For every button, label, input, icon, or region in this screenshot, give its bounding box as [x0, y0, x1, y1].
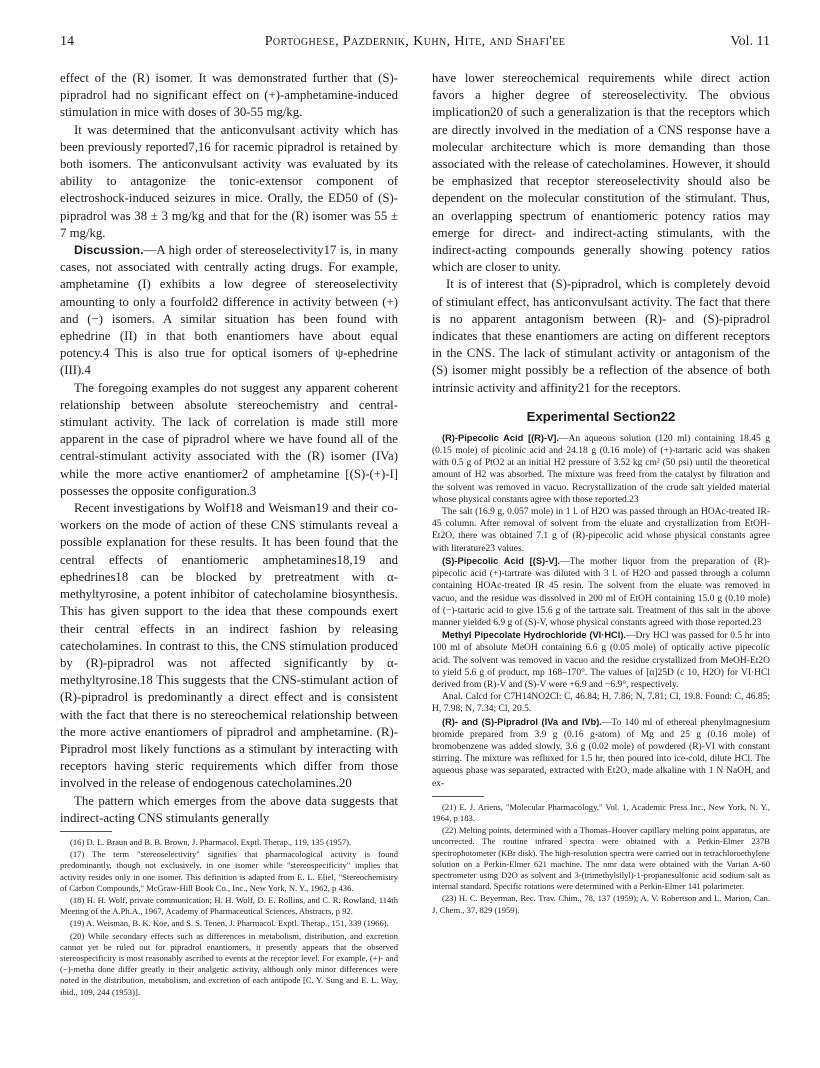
exp-pipradrol — [432, 716, 770, 790]
left-paragraph-6: The pattern which emerges from the above data suggests that indirect-acting CNS stimulants generally — [60, 793, 398, 825]
exp-s-pipecolic-text: —The mother liquor from the preparation of (R)-pipecolic acid (+)-tartrate was diluted with 3 l. of H2O and passed through a column containing HOAc-treated IR 45 resin. The solvent from the eluate was removed in vacuo, and the residue was dissolved in 200 ml of EtOH containing 15.0 g (0.10 mole) of (−)-tartaric acid to give 15.6 g of the tartrate salt. Treatment of this salt in the above manner yielded 6.9 g of (S)-V, whose physical constants agreed with those reported.23 — [432, 556, 770, 628]
discussion-paragraph — [60, 242, 398, 380]
exp-methyl-pipecolate-heading: Methyl Pipecolate Hydrochloride (VI·HCl). — [442, 630, 627, 641]
footnote-18: (18) H. H. Wolf, private communication; H. H. Wolf, D. E. Rollins, and C. R. Rowland, 114th Meeting of the A.Ph.A., 1967, Academy of Pharmaceutical Sciences, Abstracts, p 92. — [60, 894, 398, 917]
exp-pipradrol-heading: (R)- and (S)-Pipradrol (IVa and IVb). — [442, 716, 602, 727]
footnote-divider-right — [432, 796, 484, 797]
experimental-section-heading: Experimental Section22 — [526, 408, 676, 424]
exp-methyl-pipecolate-text: —Dry HCl was passed for 0.5 hr into 100 ml of absolute MeOH containing 6.6 g (0.05 mole) of optically active pipecolic acid. The solvent was removed in vacuo and the residue crystallized from MeOH-Et2O to yield 5.6 g of product, mp 168–170°. The values of [α]25D (c 10, H2O) for VI·HCl derived from (R)-V and (S)-V were +6.9 and −6.9°, respectively. — [432, 631, 771, 690]
right-paragraph-2: It is of interest that (S)-pipradrol, which is completely devoid of stimulant effect, has anticonvulsant activity. The fact that there is no apparent antagonism between (R)- and (S)-pipradrol indicates that these enantiomers are acting on different receptors in the CNS. The lack of stimulant activity or antagonism of the (S) isomer might possibly be a reflection of the absence of both intrinsic activity and affinity21 for the receptors. — [432, 277, 770, 395]
footnote-19: (19) A. Weisman, B. K. Koe, and S. S. Tenen, J. Pharmacol. Exptl. Therap., 151, 339 (1966). — [70, 918, 389, 929]
footnote-16: (16) D. L. Braun and B. B. Brown, J. Pharmacol. Exptl. Therap., 119, 135 (1957). — [70, 836, 352, 847]
right-paragraph-1: have lower stereochemical requirements while direct action favors a higher degree of stereoselectivity. The obvious implication20 of such a generalization is that the receptors which are directly involved in the mediation of a CNS response have a molecular architecture which is more demanding than those associated with the release of catecholamines. However, it should be emphasized that receptor stereoselectivity should also be dependent on the molecular constitution of the stimulant. Thus, an overlapping spectrum of enantiomeric potency ratios may emerge for direct- and indirect-acting stimulants, with the indirect-acting compounds generally showing potency ratios which are closer to unity. — [432, 71, 770, 275]
discussion-text: —A high order of stereoselectivity17 is, in many cases, not associated with centrally acting drugs. For example, amphetamine (I) exhibits a low degree of stereoselectivity amounting to only a fourfold2 difference in activity between (+) and (−) isomers. A similar situation has been found with ephedrine (II) in that both enantiomers have about equal potency.4 This is also true for optical isomers of ψ-ephedrine (III).4 — [60, 243, 398, 378]
exp-s-pipecolic-heading: (S)-Pipecolic Acid [(S)-V]. — [442, 555, 561, 566]
footnote-21: (21) E. J. Ariens, "Molecular Pharmacology," Vol. 1, Academic Press Inc., New York, N. Y., 1964, p 183. — [432, 801, 770, 823]
left-paragraph-2: It was determined that the anticonvulsant activity which has been previously reported7,16 for racemic pipradrol is retained by both isomers. The anticonvulsant activity was evaluated by its ability to antagonize the tonic-extensor component of electroshock-induced seizures in mice. Orally, the ED50 of (S)-pipradrol was 38 ± 3 mg/kg and that for the (R) isomer was 55 ± 7 mg/kg. — [60, 122, 398, 240]
footnote-17: (17) The term "stereoselectivity" signifies that pharmacological activity is found predominantly, though not exclusively, in one isomer while "stereospecificity" implies that activity resides only in one isomer. This definition is adapted from E. L. Eliel, "Stereochemistry of Carbon Compounds," McGraw-Hill Book Co., Inc., New York, N. Y., 1962, p 436. — [60, 849, 398, 893]
exp-pipradrol-text: —To 140 ml of ethereal phenylmagnesium bromide prepared from 3.9 g (0.16 g-atom) of Mg and 25 g (0.16 mole) of bromobenzene was added slowly, 3.6 g (0.02 mole) of powdered (R)-VI with constant stirring. The mixture was refluxed for 1.5 hr, then poured into ice-cold, dilute HCl. The aqueous phase was separated, extracted with Et2O, made alkaline with 1 N NaOH, and ex- — [432, 717, 770, 789]
running-header — [60, 34, 770, 54]
exp-analysis: Anal. Calcd for C7H14NO2Cl: C, 46.84; H, 7.86; N, 7.81; Cl, 19.8. Found: C, 46.85; H, 7.98; N, 7.34; Cl, 20.5. — [432, 692, 770, 715]
discussion-heading: Discussion. — [74, 243, 144, 258]
exp-salt-paragraph: The salt (16.9 g, 0.057 mole) in 1 l. of H2O was passed through an HOAc-treated IR-45 column. After removal of solvent from the eluate and crystallization from EtOH-Et2O, there was obtained 7.1 g of (R)-pipecolic acid whose physical constants agree with literature23 values. — [432, 507, 770, 554]
exp-methyl-pipecolate — [432, 629, 770, 691]
footnote-divider-left — [60, 831, 112, 832]
exp-r-pipecolic-text: —An aqueous solution (120 ml) containing 18.45 g (0.15 mole) of picolinic acid and 24.18 g (0.16 mole) of (+)-tartaric acid was shaken with 0.5 g of PtO2 at an initial H2 pressure of 3.52 kg cm² (50 psi) until the theoretical amount of H2 was absorbed. The mixture was freed from the catalyst by filtration and the solvent was removed in vacuo. Recrystallization of the crude salt yielded material whose physical constants agree with those reported.23 — [432, 433, 770, 505]
left-column — [60, 70, 398, 998]
right-column — [432, 70, 770, 916]
volume-label: Vol. 11 — [730, 34, 770, 49]
footnote-23: (23) H. C. Beyerman, Rec. Trav. Chim., 78, 137 (1959); A. V. Robertson and L. Marion, Can. J. Chem., 37, 829 (1959). — [432, 893, 770, 915]
left-paragraph-4: The foregoing examples do not suggest any apparent coherent relationship between absolute stereochemistry and central-stimulant activity. The lack of correlation is made still more apparent in the case of pipradrol where we have found all of the central-stimulant activity associated with the (R) isomer (IVa) while the more active enantiomer2 of amphetamine [(S)-(+)-I] possesses the opposite configuration.3 — [60, 380, 398, 498]
footnote-20: (20) While secondary effects such as differences in metabolism, distribution, and excretion cannot yet be ruled out for pipradrol enantiomers, it presently appears that the observed stereospecificity is most reasonably ascribed to events at the receptor level. For example, (+)- and (−)-metha done differ greatly in their analgetic activity, although only minor differences were noted in the distribution, metabolism, and excretion of each antipode [C. Y. Sung and E. L. Way, ibid., 109, 244 (1953)]. — [60, 930, 398, 997]
footnote-22: (22) Melting points, determined with a Thomas–Hoover capillary melting point apparatus, are uncorrected. The routine infrared spectra were obtained with a Perkin-Elmer 237B spectrophotometer (KBr disk). The high-resolution spectra were carried out in tetrachloroethylene solution on a Perkin-Elmer 621 machine. The nmr data were obtained with the Varian A-60 spectrometer using D2O as solvent and 3-(trimethylsilyl)-1-propanesulfonic acid sodium salt as internal standard. Specific rotations were determined with a Perkin-Elmer 141 polarimeter. — [432, 825, 770, 892]
exp-r-pipecolic-acid — [432, 432, 770, 506]
exp-s-pipecolic-acid — [432, 555, 770, 629]
left-paragraph-5: Recent investigations by Wolf18 and Weisman19 and their co-workers on the mode of action of these CNS stimulants reveal a possible explanation for these results. It has been found that the central effects of enantiomeric amphetamines18,19 and ephedrines18 can be blocked by pretreatment with α-methyltyrosine, a potent inhibitor of catecholamine biosynthesis. This has given support to the idea that these compounds exert their central effects in an indirect fashion by releasing catecholamines. In contrast to this, the CNS stimulation produced by (R)-pipradrol was not affected significantly by α-methyltyrosine.18 This suggests that the CNS-stimulant action of (R)-pipradrol is predominantly a direct effect and is consistent with the fact that there is no stereochemical relationship between the more active enantiomers of pipradrol and amphetamine. (R)-Pipradrol most likely functions as a stimulant by interacting with receptors having steric requirements which differ from those involved in the release of endogenous catecholamines.20 — [60, 501, 398, 791]
exp-r-pipecolic-heading: (R)-Pipecolic Acid [(R)-V]. — [442, 432, 559, 443]
running-title: Portoghese, Pazdernik, Kuhn, Hite, and Shafi'ee — [264, 34, 566, 49]
left-paragraph-1: effect of the (R) isomer. It was demonstrated further that (S)-pipradrol had no significant effect on (+)-amphetamine-induced stimulation in mice with doses of 30-55 mg/kg. — [60, 71, 398, 120]
page-number: 14 — [60, 34, 74, 49]
